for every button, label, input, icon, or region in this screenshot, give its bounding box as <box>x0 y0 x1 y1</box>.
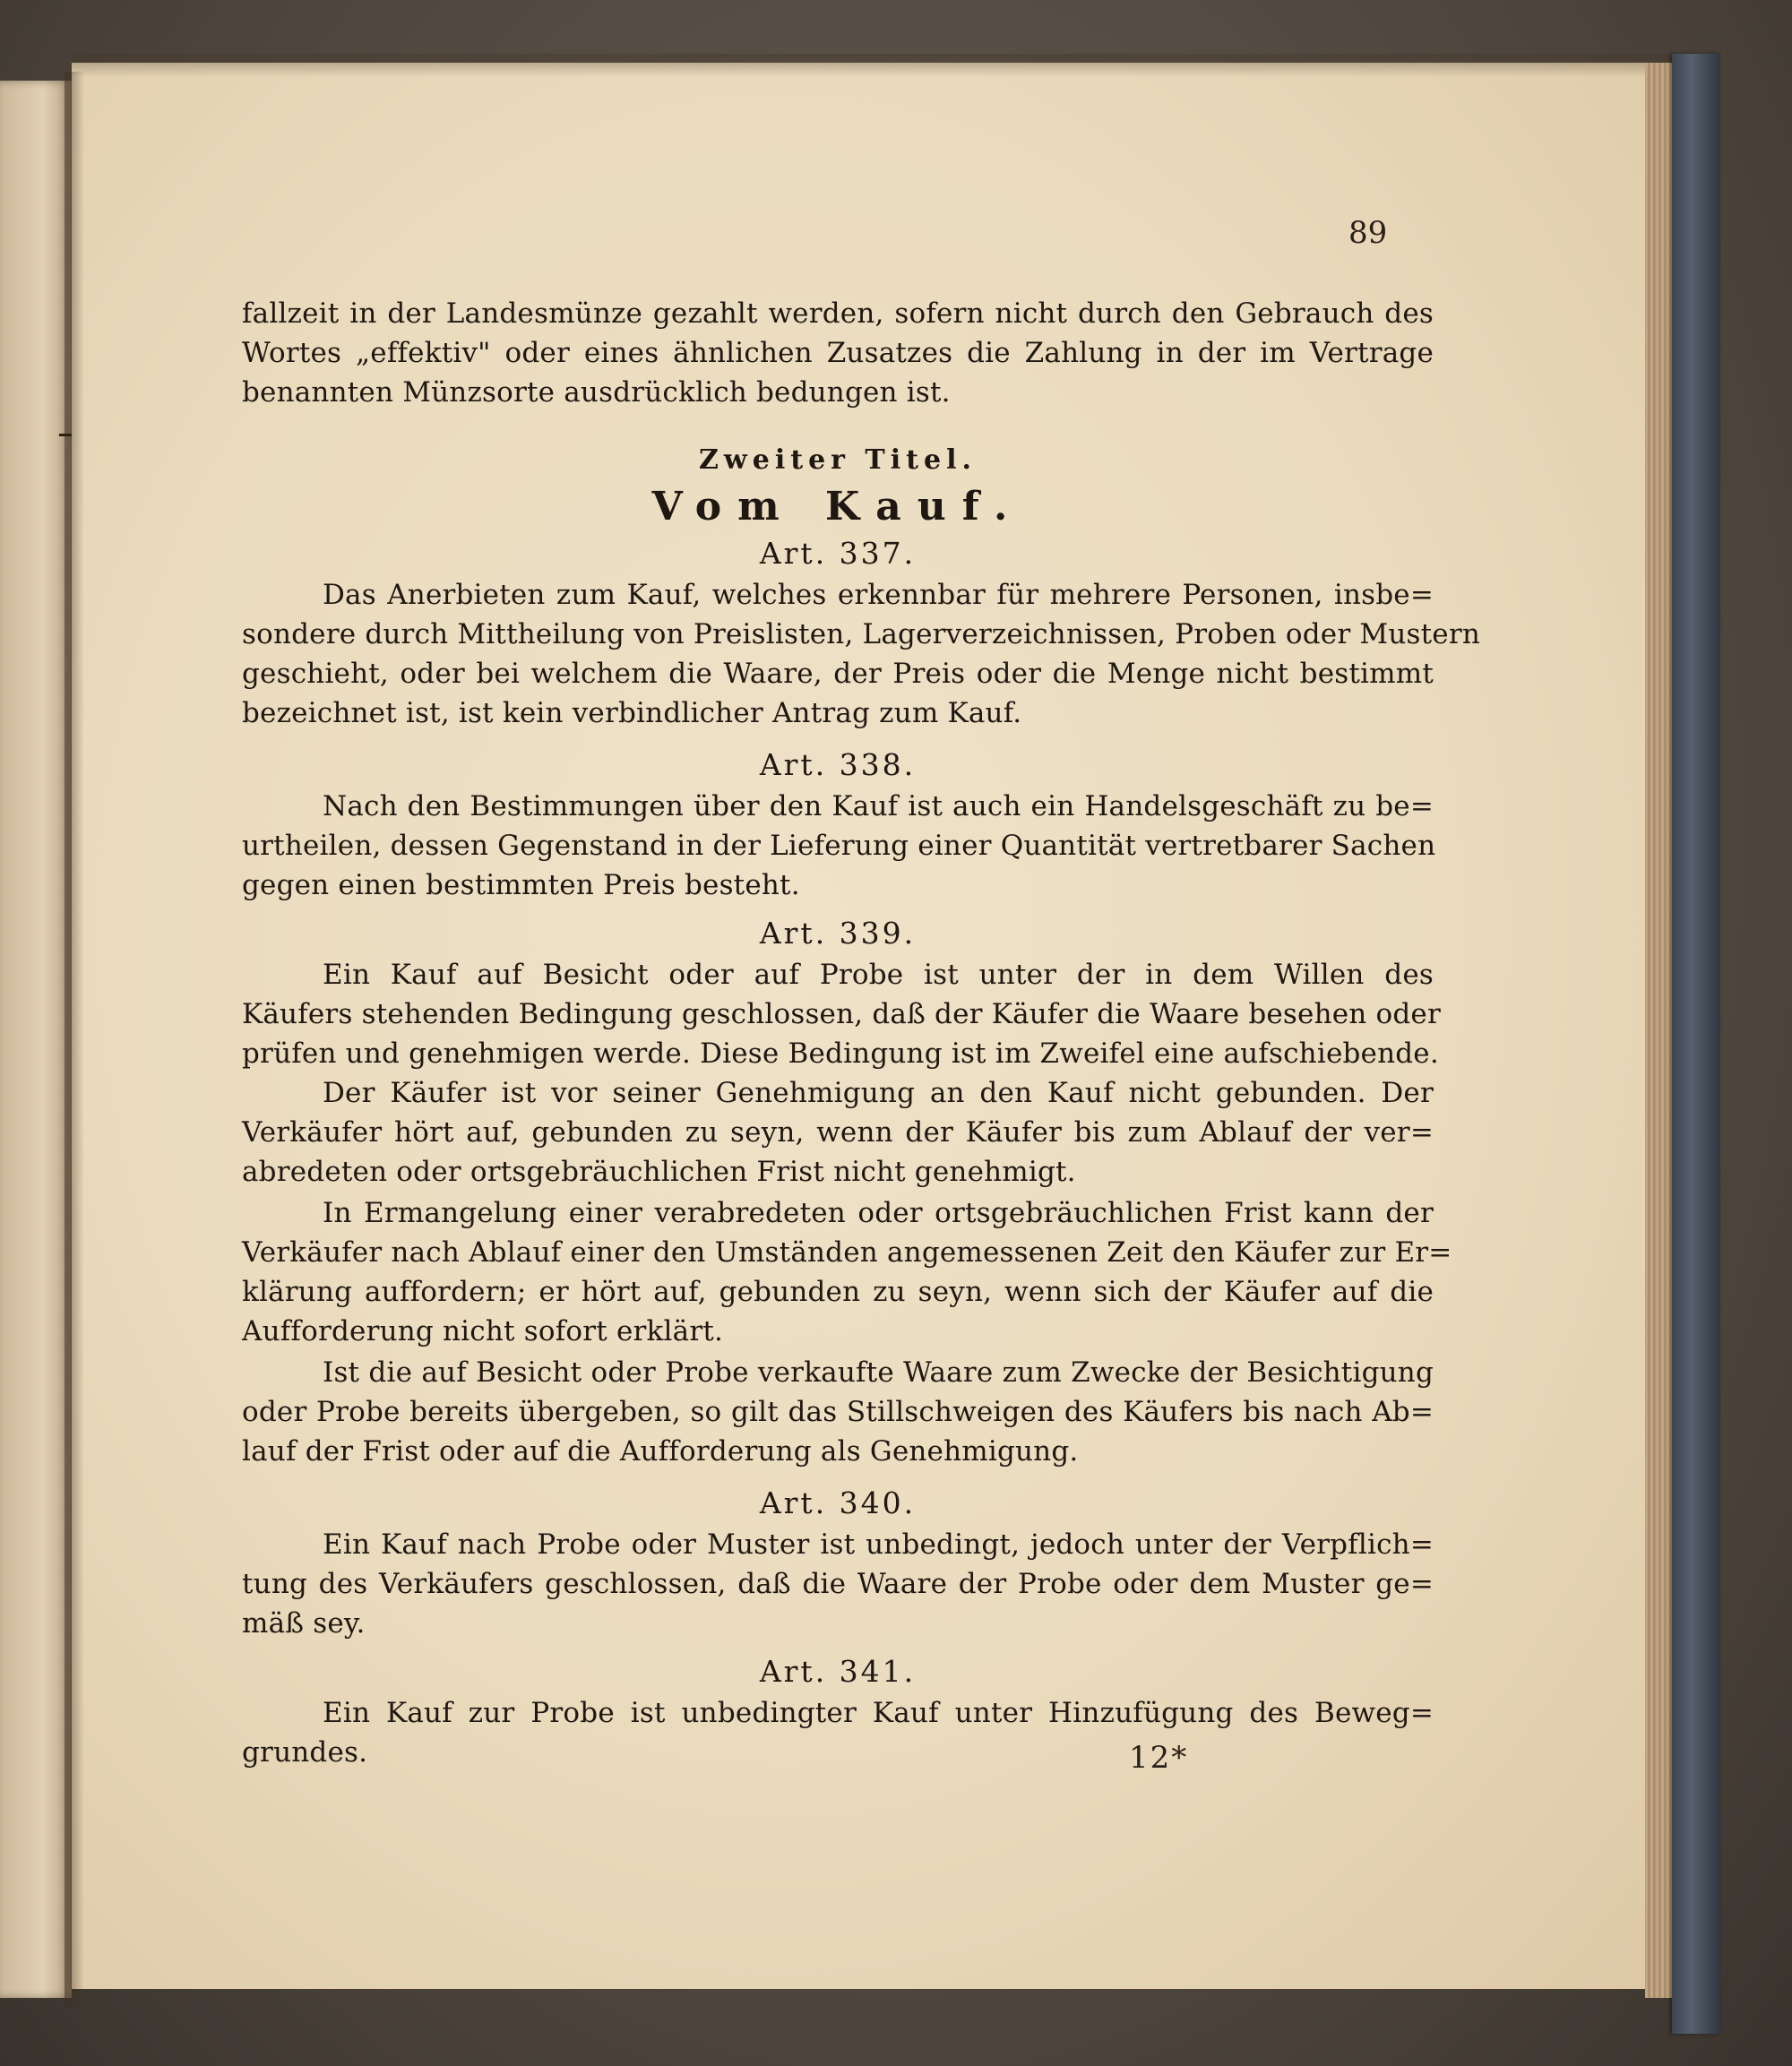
article-heading: Art. 337. <box>759 536 917 571</box>
text-line: benannten Münzsorte ausdrücklich bedungen ist. <box>242 376 951 409</box>
article-heading: Art. 339. <box>759 916 917 951</box>
section-subtitle: Zweiter Titel. <box>699 444 977 476</box>
article-heading: Art. 340. <box>759 1485 917 1520</box>
text-line: Nach den Bestimmungen über den Kauf ist auch ein Handelsgeschäft zu be= <box>323 790 1434 822</box>
signature-mark: 12* <box>1129 1740 1189 1776</box>
page-stack-edges <box>1645 63 1672 1998</box>
top-edge-shadow <box>72 54 1684 77</box>
book-cover <box>1672 54 1720 2034</box>
text-line: Das Anerbieten zum Kauf, welches erkennbar für mehrere Personen, insbe= <box>323 579 1434 611</box>
margin-mark <box>59 434 72 436</box>
text-line: klärung auffordern; er hört auf, gebunden zu seyn, wenn sich der Käufer auf die <box>242 1276 1434 1308</box>
page-number: 89 <box>1348 215 1388 251</box>
text-line: Ein Kauf nach Probe oder Muster ist unbedingt, jedoch unter der Verpflich= <box>323 1528 1434 1561</box>
text-line: abredeten oder ortsgebräuchlichen Frist nicht genehmigt. <box>242 1156 1076 1188</box>
text-line: urtheilen, dessen Gegenstand in der Lieferung einer Quantität vertretbarer Sachen <box>242 830 1436 862</box>
text-line: lauf der Frist oder auf die Aufforderung als Genehmigung. <box>242 1435 1079 1468</box>
text-line: Ein Kauf zur Probe ist unbedingter Kauf unter Hinzufügung des Beweg= <box>323 1697 1434 1729</box>
gutter-shadow <box>65 72 84 2007</box>
text-line: grundes. <box>242 1736 368 1769</box>
text-line: tung des Verkäufers geschlossen, daß die Waare der Probe oder dem Muster ge= <box>242 1568 1434 1600</box>
text-line: Verkäufer nach Ablauf einer den Umständen angemessenen Zeit den Käufer zur Er= <box>242 1236 1452 1269</box>
text-line: geschieht, oder bei welchem die Waare, der Preis oder die Menge nicht bestimmt <box>242 658 1434 690</box>
text-line: Der Käufer ist vor seiner Genehmigung an den Kauf nicht gebunden. Der <box>323 1077 1434 1109</box>
text-line: In Ermangelung einer verabredeten oder ortsgebräuchlichen Frist kann der <box>323 1197 1434 1229</box>
text-line: oder Probe bereits übergeben, so gilt das Stillschweigen des Käufers bis nach Ab= <box>242 1396 1434 1428</box>
text-line: sondere durch Mittheilung von Preislisten, Lagerverzeichnissen, Proben oder Mustern <box>242 618 1481 650</box>
text-line: Ein Kauf auf Besicht oder auf Probe ist unter der in dem Willen des <box>323 959 1434 991</box>
text-line: Aufforderung nicht sofort erklärt. <box>242 1315 724 1347</box>
facing-page-edge <box>0 81 72 1998</box>
text-line: gegen einen bestimmten Preis besteht. <box>242 869 800 901</box>
text-line: Käufers stehenden Bedingung geschlossen, daß der Käufer die Waare besehen oder <box>242 998 1441 1030</box>
section-title: Vom Kauf. <box>651 484 1024 529</box>
text-line: prüfen und genehmigen werde. Diese Bedingung ist im Zweifel eine aufschiebende. <box>242 1037 1439 1070</box>
text-line: mäß sey. <box>242 1607 366 1640</box>
text-line: Ist die auf Besicht oder Probe verkaufte Waare zum Zwecke der Besichtigung <box>323 1356 1434 1389</box>
text-line: Wortes „effektiv" oder eines ähnlichen Zusatzes die Zahlung in der im Vertrage <box>242 337 1434 369</box>
text-line: Verkäufer hört auf, gebunden zu seyn, wenn der Käufer bis zum Ablauf der ver= <box>242 1116 1434 1149</box>
article-heading: Art. 338. <box>759 747 917 782</box>
text-line: bezeichnet ist, ist kein verbindlicher Antrag zum Kauf. <box>242 697 1022 729</box>
text-line: fallzeit in der Landesmünze gezahlt werden, sofern nicht durch den Gebrauch des <box>242 297 1434 330</box>
article-heading: Art. 341. <box>759 1654 917 1689</box>
